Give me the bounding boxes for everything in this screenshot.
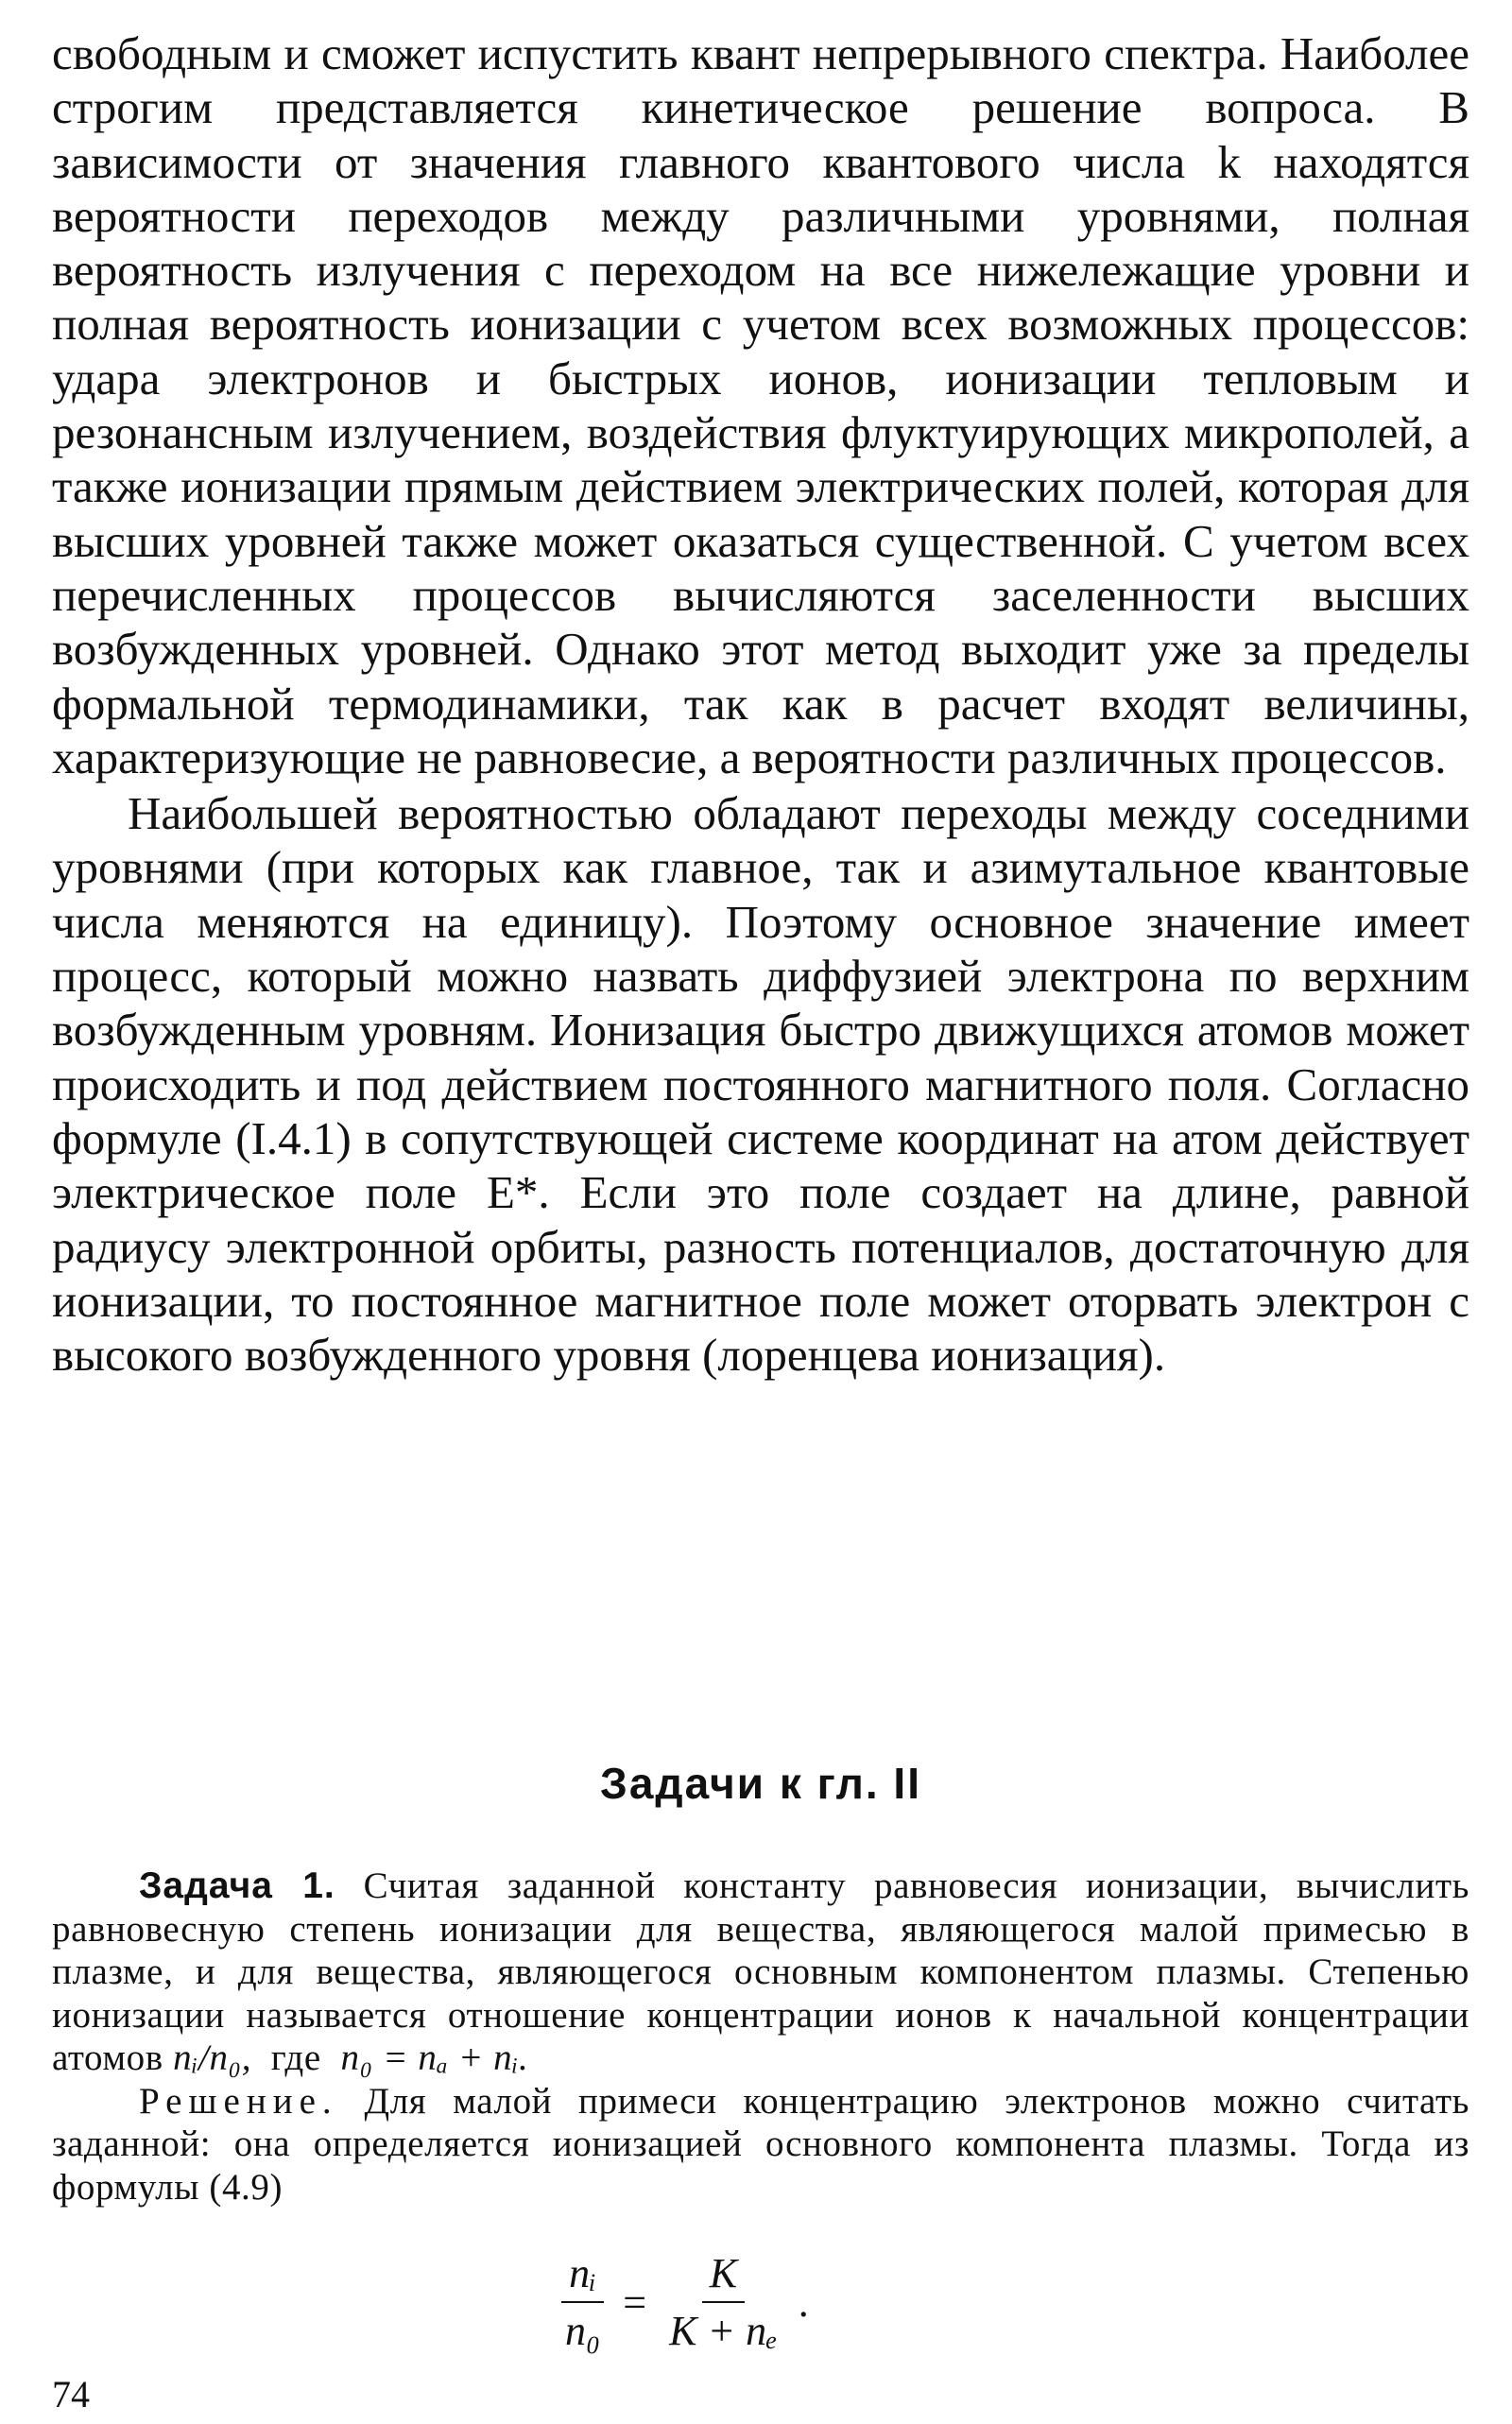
solution-text: Для малой примеси концентрацию электронов можно считать заданной: она определяется ионизацией основного компонента плазмы. Тогда из формулы (4.9) xyxy=(52,2080,1469,2208)
solution-label: Решение. xyxy=(139,2080,338,2122)
rhs-denominator: K + nₑ xyxy=(669,2308,778,2354)
problem-statement xyxy=(52,1865,1469,2080)
equals-sign: = xyxy=(623,2278,647,2326)
rhs-fraction xyxy=(662,2249,785,2355)
section-heading: Задачи к гл. II xyxy=(600,1759,921,1808)
lhs-fraction xyxy=(558,2249,608,2355)
rhs-numerator: K xyxy=(702,2249,745,2303)
paragraph-2: Наибольшей вероятностью обладают переходы между соседними уровнями (при которых как главное, так и азимутальное квантовые числа меняются на единицу). Поэтому основное значение имеет процесс, который можно назвать диффузией электрона по верхним возбужденным уровням. Ионизация быстро движущихся атомов может происходить и под действием постоянного магнитного поля. Согласно формуле (I.4.1) в сопутствующей системе координат на атом действует электрическое поле E*. Если это поле создает на длине, равной радиусу электронной орбиты, разность потенциалов, достаточную для ионизации, то постоянное магнитное поле может оторвать электрон с высокого возбужденного уровня (лоренцева ионизация). xyxy=(52,787,1469,1382)
problem-text: Считая заданной константу равновесия ионизации, вычислить равновесную степень ионизации для вещества, являющегося малой примесью в плазме, и для вещества, являющегося основным компонентом плазмы. Степенью ионизации называется отношение концентрации ионов к начальной концентрации атомов xyxy=(52,1865,1469,2078)
formula-period: . xyxy=(798,2278,809,2326)
page-content xyxy=(52,26,1469,2208)
page-number: 74 xyxy=(52,2373,90,2415)
ionization-formula xyxy=(558,2249,809,2355)
problem-label: Задача 1. xyxy=(139,1865,335,1906)
ionization-ratio: nᵢ/n₀, xyxy=(173,2037,252,2078)
n0-definition: n₀ = nₐ + nᵢ. xyxy=(340,2037,529,2078)
lhs-denominator: n₀ xyxy=(565,2308,601,2354)
problem-block xyxy=(52,1865,1469,2209)
lhs-numerator: nᵢ xyxy=(561,2249,604,2303)
solution-paragraph xyxy=(52,2080,1469,2209)
main-text xyxy=(52,26,1469,1382)
paragraph-1: свободным и сможет испустить квант непрерывного спектра. Наиболее строгим представляется кинетическое решение вопроса. В зависимости от значения главного квантового числа k находятся вероятности переходов между различными уровнями, полная вероятность излучения с переходом на все нижележащие уровни и полная вероятность ионизации с учетом всех возможных процессов: удара электронов и быстрых ионов, ионизации тепловым и резонансным излучением, воздействия флуктуирующих микрополей, а также ионизации прямым действием электрических полей, которая для высших уровней также может оказаться существенной. С учетом всех перечисленных процессов вычисляются заселенности высших возбужденных уровней. Однако этот метод выходит уже за пределы формальной термодинамики, так как в расчет входят величины, характеризующие не равновесие, а вероятности различных процессов. xyxy=(52,27,1469,783)
where-word: где xyxy=(270,2037,321,2078)
